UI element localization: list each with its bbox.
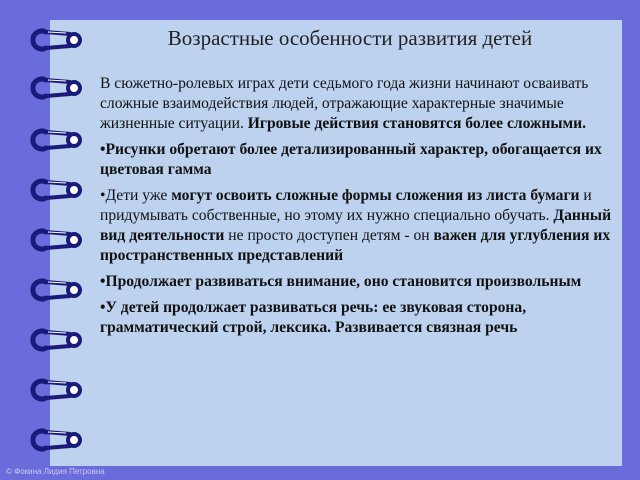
binding-ring [33, 31, 80, 49]
text-segment: и придумывать собственные, но этому их нужно специально обучать. [100, 187, 592, 224]
binding-ring [33, 79, 80, 97]
text-segment-bold: Игровые действия становятся более сложными. [247, 115, 587, 132]
text-segment: В сюжетно-ролевых играх дети седьмого года жизни начинают осваивать сложные взаимодействия людей, отражающие характерные значимые жизненные ситуации. [100, 75, 589, 132]
binding-ring [33, 131, 80, 149]
text-segment: •Дети уже [100, 187, 172, 204]
slide-title: Возрастные особенности развития детей [167, 26, 533, 50]
text-segment-bold: •Продолжает развиваться внимание, оно становится произвольным [100, 273, 582, 290]
binding-ring [33, 281, 80, 299]
binding-ring [33, 331, 80, 349]
paragraph-roleplay [100, 74, 620, 134]
text-segment-bold: важен для углубления их пространственных представлений [100, 227, 611, 264]
slide-content [100, 74, 620, 344]
binding-ring [33, 231, 80, 249]
text-segment-bold: •У детей продолжает развиваться речь: ее звуковая сторона, грамматический строй, лексика. Развивается связная речь [100, 299, 527, 336]
paragraph-attention [100, 272, 620, 292]
paragraph-folding [100, 186, 620, 266]
text-segment: не просто доступен детям - он [224, 227, 434, 244]
paragraph-speech [100, 298, 620, 338]
paragraph-drawings [100, 140, 620, 180]
binding-ring [33, 381, 80, 399]
text-segment-bold: •Рисунки обретают более детализированный характер, обогащается их цветовая гамма [100, 141, 602, 178]
text-segment-bold: Данный вид деятельности [100, 207, 612, 244]
binding-ring [33, 431, 80, 449]
author-credit: © Фокина Лидия Петровна [6, 467, 105, 476]
binding-ring [33, 181, 80, 199]
text-segment-bold: могут освоить сложные формы сложения из листа бумаги [171, 187, 580, 204]
